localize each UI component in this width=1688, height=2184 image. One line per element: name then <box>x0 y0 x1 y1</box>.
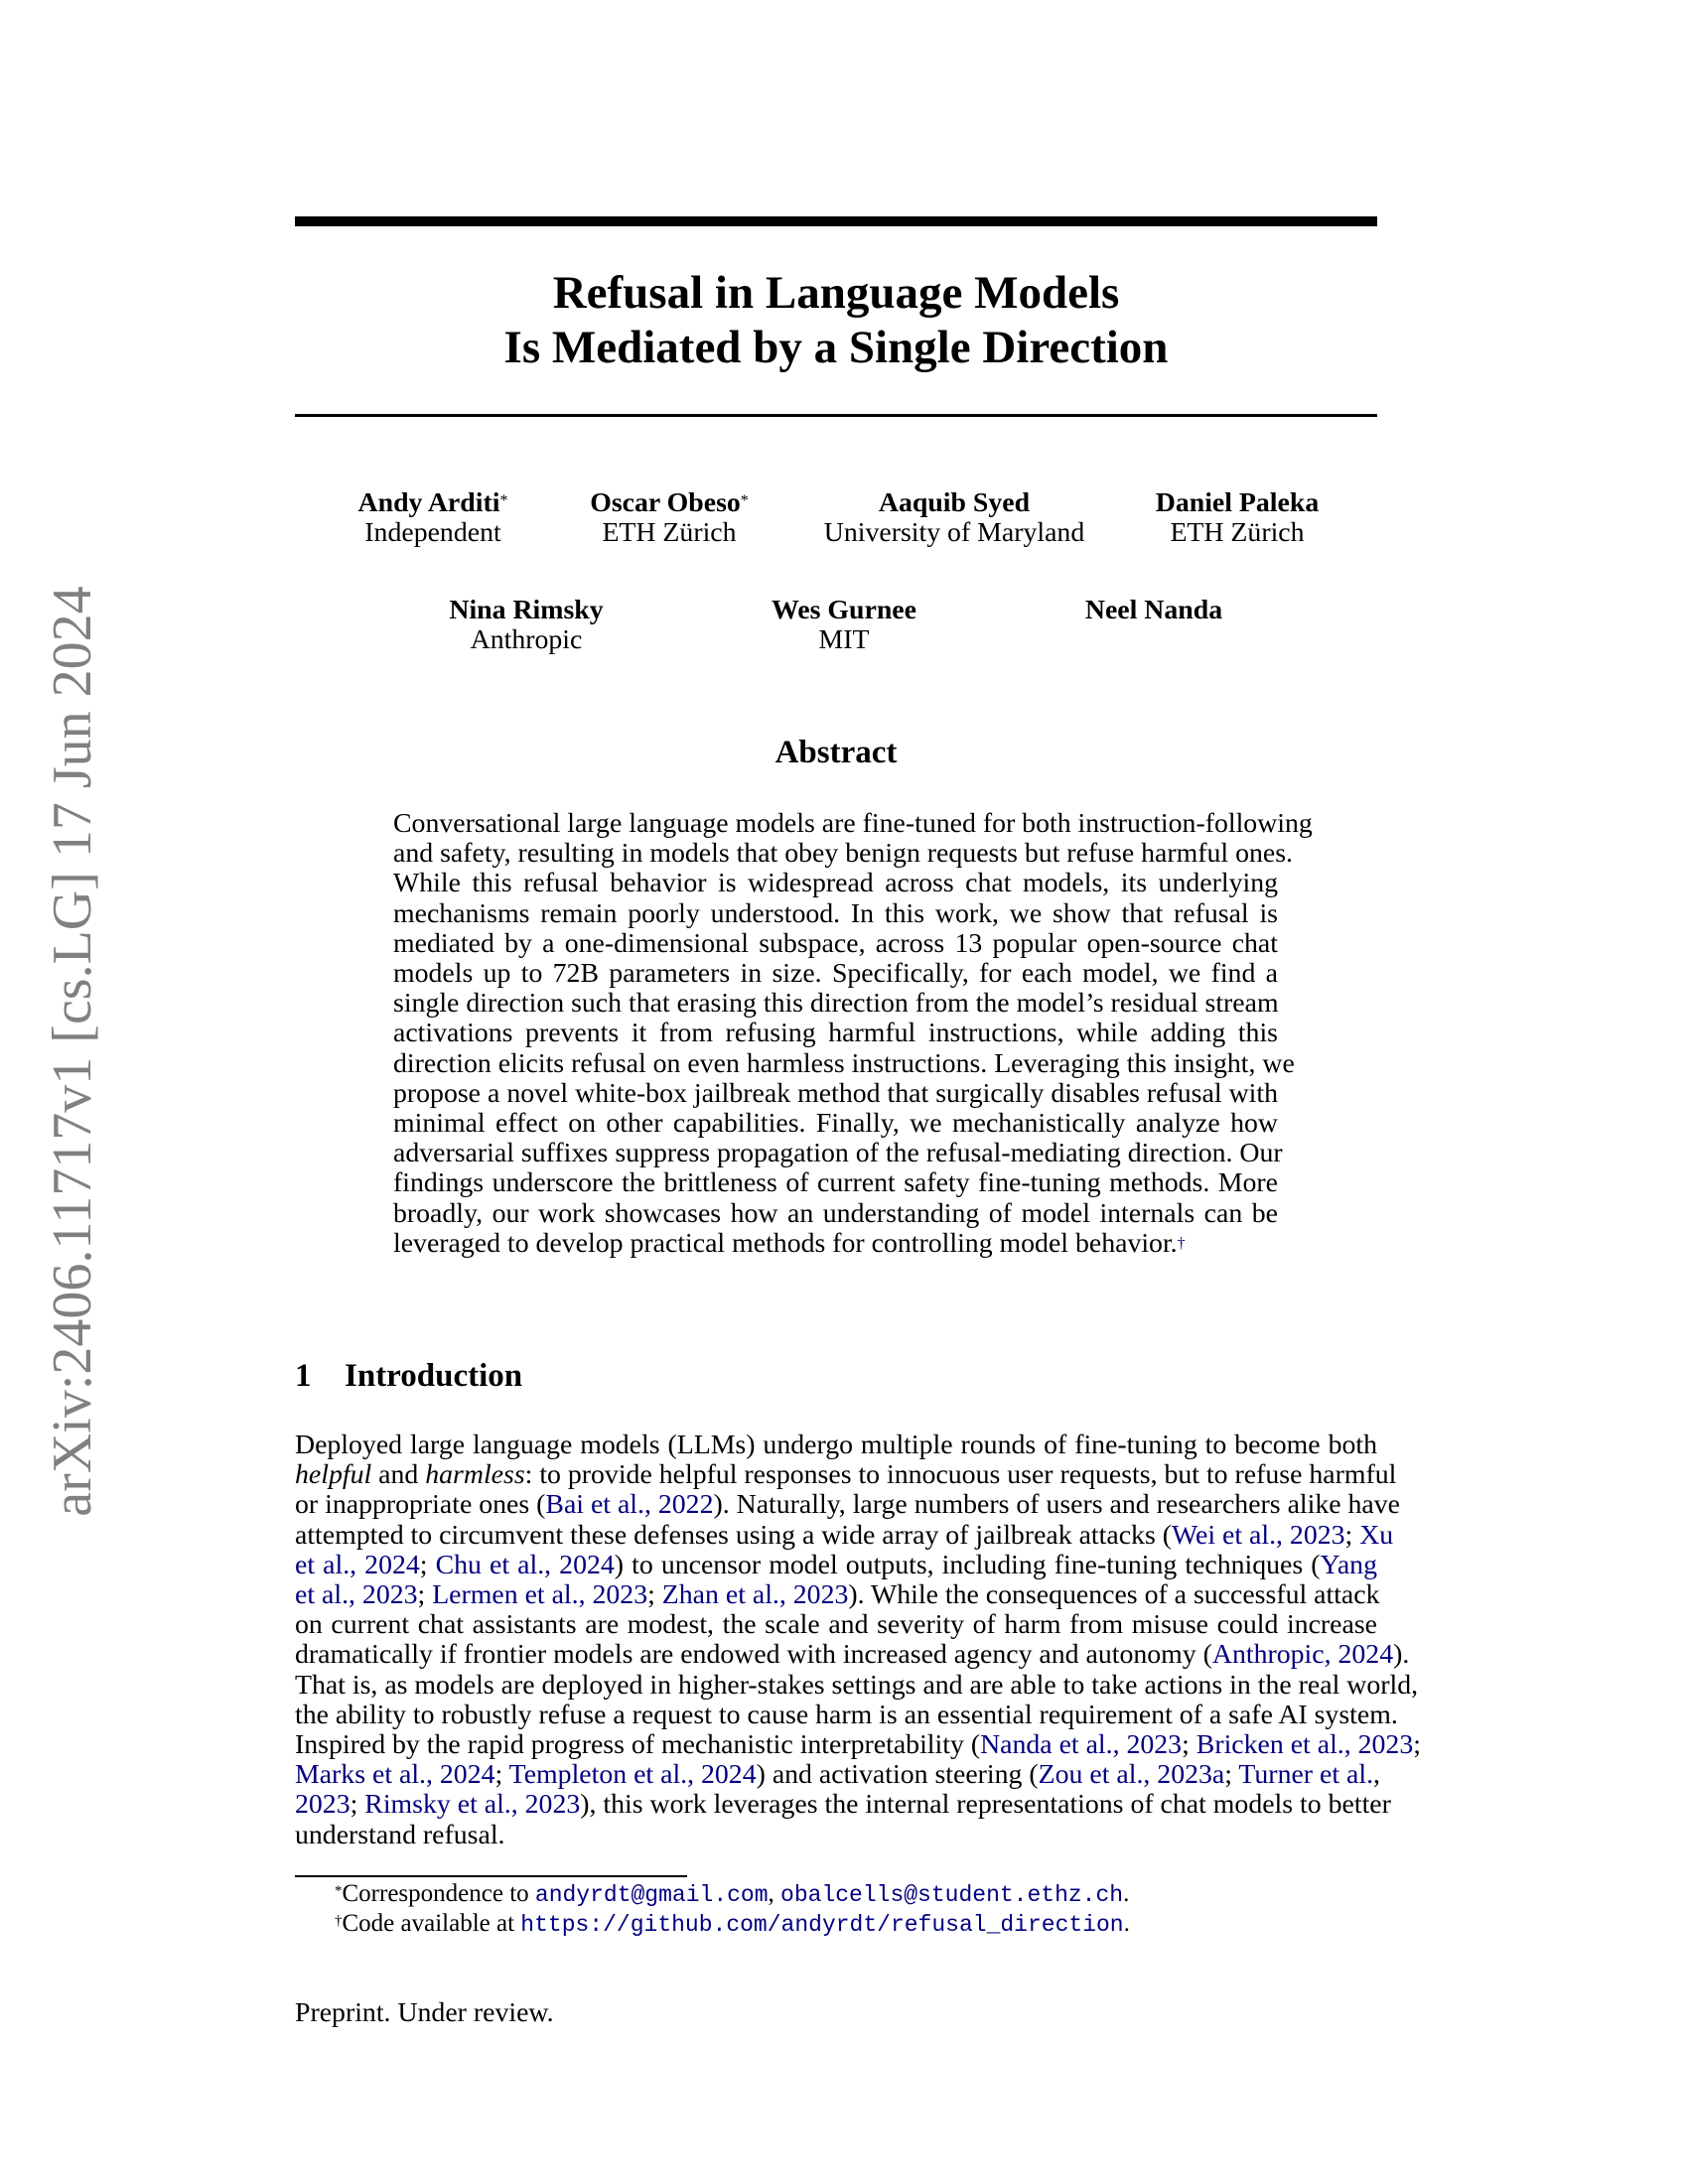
footnote-end: . <box>1123 1910 1130 1937</box>
author-block <box>358 488 508 548</box>
text-run: ; <box>419 1549 436 1580</box>
text-line <box>393 1229 1278 1259</box>
text-run: adversarial suffixes suppress propagation of the refusal-mediating direction. Our <box>393 1138 1283 1169</box>
emphasis-text: harmless <box>425 1459 525 1491</box>
text-run: leveraged to develop practical methods for controlling model behavior. <box>393 1227 1178 1259</box>
paper-title <box>295 266 1377 375</box>
author-block <box>590 488 749 548</box>
text-run: attempted to circumvent these defenses using a wide array of jailbreak attacks ( <box>295 1519 1172 1551</box>
text-run: mediated by a one-dimensional subspace, across 13 popular open-source chat <box>393 927 1278 959</box>
text-run: ). Naturally, large numbers of users and researchers alike have <box>713 1489 1401 1521</box>
text-run: ) and activation steering ( <box>756 1759 1039 1791</box>
abstract-heading: Abstract <box>774 735 898 770</box>
text-run: ). <box>1393 1639 1410 1671</box>
author-block <box>1156 488 1319 548</box>
footnote-rule <box>295 1875 687 1877</box>
text-line <box>393 808 1313 839</box>
author-affiliation: MIT <box>818 624 870 655</box>
text-run: findings underscore the brittleness of current safety fine-tuning methods. More <box>393 1167 1278 1199</box>
footnote-separator: , <box>768 1880 781 1907</box>
title-top-rule <box>295 216 1377 226</box>
author-block <box>772 596 916 655</box>
title-bottom-rule <box>295 414 1377 417</box>
footnote-code <box>335 1909 1130 1940</box>
text-line <box>295 1610 1377 1640</box>
text-run: and safety, resulting in models that obey benign requests but refuse harmful ones. <box>393 838 1294 870</box>
text-run: ). While the consequences of a successful attack <box>848 1579 1380 1611</box>
text-run: ; <box>1344 1519 1360 1551</box>
author-name: Daniel Paleka <box>1155 487 1320 518</box>
footnote-text: Code available at <box>342 1910 521 1937</box>
text-run: ; <box>350 1789 365 1821</box>
text-run: activations prevents it from refusing harmful instructions, while adding this <box>393 1018 1278 1049</box>
text-run: ; <box>1224 1759 1239 1791</box>
text-run: ; <box>647 1579 662 1611</box>
text-line <box>393 869 1278 898</box>
text-run: the ability to robustly refuse a request to cause harm is an essential requirement of a safe AI system. <box>295 1699 1398 1730</box>
citation-link[interactable]: Xu <box>1359 1519 1394 1551</box>
author-footnote-mark: * <box>740 492 749 509</box>
footnote-text: Correspondence to <box>342 1880 535 1907</box>
citation-link[interactable]: Nanda et al., 2023 <box>980 1729 1183 1761</box>
email-link-andyrdt[interactable]: andyrdt@gmail.com <box>534 1882 769 1908</box>
text-line <box>393 1168 1278 1198</box>
author-name: Nina Rimsky <box>449 595 604 625</box>
text-line <box>295 1669 1419 1701</box>
text-line <box>393 1019 1278 1048</box>
text-line <box>295 1519 1394 1551</box>
text-run: ) to uncensor model outputs, including fine-tuning techniques ( <box>614 1549 1321 1580</box>
text-line <box>295 1639 1410 1671</box>
preprint-notice: Preprint. Under review. <box>295 1997 554 2028</box>
text-run: single direction such that erasing this direction from the model’s residual stream <box>393 988 1279 1020</box>
footnote-mark-link[interactable]: † <box>1177 1234 1186 1252</box>
citation-link[interactable]: Yang <box>1320 1549 1377 1580</box>
text-run: dramatically if frontier models are endowed with increased agency and autonomy ( <box>295 1639 1212 1671</box>
citation-link[interactable]: Anthropic, 2024 <box>1211 1639 1394 1671</box>
citation-link[interactable]: Wei et al., 2023 <box>1171 1519 1345 1551</box>
text-run: That is, as models are deployed in higher-stakes settings and are able to take actions in the real world, <box>295 1669 1419 1701</box>
author-affiliation: Anthropic <box>470 624 583 655</box>
text-run: ; <box>1182 1729 1196 1761</box>
text-run: ), this work leverages the internal representations of chat models to better <box>580 1789 1391 1821</box>
text-line <box>295 1729 1421 1761</box>
text-line <box>393 838 1294 870</box>
section-title: Introduction <box>345 1358 523 1394</box>
text-line <box>295 1789 1391 1821</box>
author-affiliation: ETH Zürich <box>602 517 737 548</box>
text-line <box>295 1579 1380 1611</box>
citation-link[interactable]: Zhan et al., 2023 <box>661 1579 849 1611</box>
text-line <box>393 1079 1278 1109</box>
author-affiliation: Independent <box>364 517 501 548</box>
citation-link[interactable]: 2023 <box>295 1789 351 1821</box>
arxiv-identifier-stamp: arXiv:2406.11717v1 [cs.LG] 17 Jun 2024 <box>42 586 103 1517</box>
text-run: propose a novel white-box jailbreak method that surgically disables refusal with <box>393 1077 1278 1109</box>
title-line-1: Refusal in Language Models <box>552 267 1120 319</box>
author-name: Aaquib Syed <box>878 487 1031 518</box>
text-run: or inappropriate ones ( <box>295 1489 546 1521</box>
author-footnote-mark: * <box>499 492 508 509</box>
citation-link[interactable]: Bai et al., 2022 <box>545 1489 714 1521</box>
text-run: direction elicits refusal on even harmless instructions. Leveraging this insight, we <box>393 1047 1295 1079</box>
citation-link[interactable]: Marks et al., 2024 <box>295 1759 495 1791</box>
text-line <box>295 1489 1401 1521</box>
email-link-obalcells[interactable]: obalcells@student.ethz.ch <box>780 1882 1124 1908</box>
title-line-2: Is Mediated by a Single Direction <box>503 322 1169 373</box>
text-run: and <box>371 1459 426 1491</box>
text-line <box>393 1109 1278 1139</box>
author-name: Oscar Obeso* <box>590 487 749 518</box>
text-run: While this refusal behavior is widespread across chat models, its underlying <box>393 868 1278 899</box>
text-run: Deployed large language models (LLMs) undergo multiple rounds of fine-tuning to become both <box>295 1430 1377 1460</box>
author-affiliation: ETH Zürich <box>1170 517 1305 548</box>
text-line <box>393 1199 1278 1229</box>
citation-link[interactable]: Chu et al., 2024 <box>435 1549 615 1580</box>
text-run: ; <box>494 1759 509 1791</box>
text-run: : to provide helpful responses to innocuous user requests, but to refuse harmful <box>524 1459 1397 1491</box>
text-run: mechanisms remain poorly understood. In this work, we show that refusal is <box>393 897 1278 929</box>
text-line <box>393 929 1278 959</box>
author-name: Andy Arditi* <box>357 487 508 518</box>
author-name: Wes Gurnee <box>772 595 916 625</box>
text-run: models up to 72B parameters in size. Specifically, for each model, we find a <box>393 958 1278 990</box>
text-line <box>393 899 1278 929</box>
footnote-mark: * <box>335 1883 343 1899</box>
text-run: minimal effect on other capabilities. Finally, we mechanistically analyze how <box>393 1108 1278 1140</box>
citation-link[interactable]: Templeton et al., 2024 <box>508 1759 757 1791</box>
abstract-body <box>393 808 1313 1259</box>
text-line <box>295 1699 1398 1730</box>
footnote-mark: † <box>335 1913 343 1929</box>
text-run: ; <box>1413 1729 1421 1761</box>
text-run: Inspired by the rapid progress of mechanistic interpretability ( <box>295 1729 981 1761</box>
text-run: ; <box>417 1579 433 1611</box>
text-line <box>295 1759 1380 1791</box>
citation-link[interactable]: Zou et al., 2023a <box>1038 1759 1225 1791</box>
github-link[interactable]: https://github.com/andyrdt/refusal_direction <box>520 1912 1124 1938</box>
text-run: Conversational large language models are fine-tuned for both instruction-following <box>393 808 1313 839</box>
author-block <box>824 488 1084 548</box>
emphasis-text: helpful <box>295 1459 372 1491</box>
text-line <box>295 1551 1377 1580</box>
section-heading-introduction <box>295 1358 522 1395</box>
text-line <box>295 1459 1397 1491</box>
text-run: broadly, our work showcases how an understanding of model internals can be <box>393 1197 1278 1229</box>
text-line <box>393 1138 1283 1169</box>
text-run: on current chat assistants are modest, the scale and severity of harm from misuse could increase <box>295 1609 1377 1641</box>
author-block <box>1085 596 1222 625</box>
text-line <box>393 959 1278 989</box>
author-name: Neel Nanda <box>1084 595 1223 625</box>
text-run: understand refusal. <box>295 1819 505 1850</box>
author-affiliation: University of Maryland <box>823 517 1085 548</box>
text-line <box>295 1431 1377 1460</box>
section-number: 1 <box>295 1358 312 1394</box>
footnote-correspondence <box>335 1879 1129 1910</box>
citation-link[interactable]: Lermen et al., 2023 <box>432 1579 648 1611</box>
footnote-end: . <box>1123 1880 1130 1907</box>
introduction-body <box>295 1430 1421 1850</box>
text-line <box>393 1047 1295 1079</box>
citation-link[interactable]: Turner et al. <box>1238 1759 1374 1791</box>
text-run: , <box>1373 1759 1380 1791</box>
citation-link[interactable]: Rimsky et al., 2023 <box>364 1789 581 1821</box>
author-block <box>449 596 603 655</box>
citation-link[interactable]: Bricken et al., 2023 <box>1196 1729 1414 1761</box>
text-line <box>393 989 1278 1019</box>
text-line <box>295 1821 1377 1850</box>
citation-link[interactable]: et al., 2023 <box>295 1579 418 1611</box>
citation-link[interactable]: et al., 2024 <box>295 1549 420 1580</box>
